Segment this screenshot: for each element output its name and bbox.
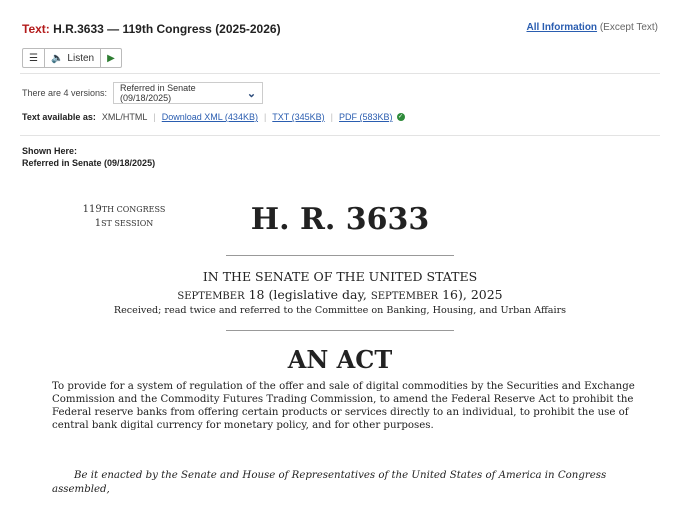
enacting-text: Be it enacted by the Senate and House of Representatives of the United States of America in Congress assembled, <box>52 470 607 495</box>
congress-suffix: TH CONGRESS <box>101 205 166 214</box>
date-end: 16), 2025 <box>438 287 503 302</box>
enacting-clause <box>52 469 642 497</box>
divider <box>20 73 660 74</box>
listen-label: Listen <box>67 52 95 64</box>
except-text-note: (Except Text) <box>599 22 658 33</box>
received-line: Received; read twice and referred to the Committee on Banking, Housing, and Urban Affairs <box>113 305 567 316</box>
purpose-text: To provide for a system of regulation of the offer and sale of digital commodities by the Securities and Exchange Commission and the Commodity Futures Trading Commission, to amend the Federal Reserve Act to prohibit the Federal reserve banks from offering certain products or services directly to an individual, to prohibit the use of central bank digital currency for monetary policy, and for other purposes. <box>52 381 635 431</box>
separator: | <box>263 112 267 122</box>
date-month-2: SEPTEMBER <box>370 291 439 302</box>
pdf-link[interactable]: PDF (583KB) <box>339 112 393 122</box>
rule <box>226 255 454 256</box>
play-button[interactable] <box>101 49 121 67</box>
speaker-icon: 🔈 <box>50 52 64 64</box>
divider <box>20 135 660 136</box>
all-information <box>526 22 658 33</box>
page-header <box>22 22 281 36</box>
text-available-label: Text available as: <box>22 112 96 122</box>
all-information-link[interactable]: All Information <box>526 22 598 33</box>
session-suffix: ST SESSION <box>101 219 154 228</box>
session-line <box>62 217 186 231</box>
bill-number: H. R. 3633 <box>250 202 430 237</box>
shown-here-label: Shown Here: <box>22 146 78 156</box>
text-label: Text: <box>22 22 50 36</box>
xml-html-label: XML/HTML <box>101 112 148 122</box>
listen-button[interactable] <box>45 49 101 67</box>
separator: | <box>330 112 333 122</box>
menu-button[interactable] <box>23 49 45 67</box>
shown-here-value: Referred in Senate (09/18/2025) <box>22 158 156 168</box>
shown-here <box>22 145 155 169</box>
congress-session <box>62 203 186 231</box>
congress-line <box>62 203 186 217</box>
versions-label: There are 4 versions: <box>22 88 108 98</box>
play-icon: ▶ <box>107 52 115 64</box>
download-xml-link[interactable]: Download XML (434KB) <box>161 112 258 122</box>
separator: | <box>153 112 156 122</box>
versions-row <box>22 82 263 104</box>
rule <box>226 330 454 331</box>
toolbar <box>22 48 122 68</box>
hamburger-icon: ☰ <box>29 52 38 64</box>
check-icon: ✓ <box>398 114 404 120</box>
txt-link[interactable]: TXT (345KB) <box>272 112 325 122</box>
an-act-heading: AN ACT <box>287 345 393 374</box>
session-number: 1 <box>94 218 102 229</box>
version-selected: Referred in Senate (09/18/2025) <box>120 83 196 103</box>
date-middle: 18 (legislative day, <box>244 287 371 302</box>
date-month: SEPTEMBER <box>177 291 245 302</box>
text-available-row <box>22 112 405 122</box>
date-line <box>90 287 590 302</box>
chamber: IN THE SENATE OF THE UNITED STATES <box>202 269 478 284</box>
version-select[interactable] <box>113 82 263 104</box>
congress-number: 119 <box>82 204 102 215</box>
chevron-down-icon: ⌄ <box>246 87 257 100</box>
bill-title: H.R.3633 — 119th Congress (2025-2026) <box>53 22 281 36</box>
